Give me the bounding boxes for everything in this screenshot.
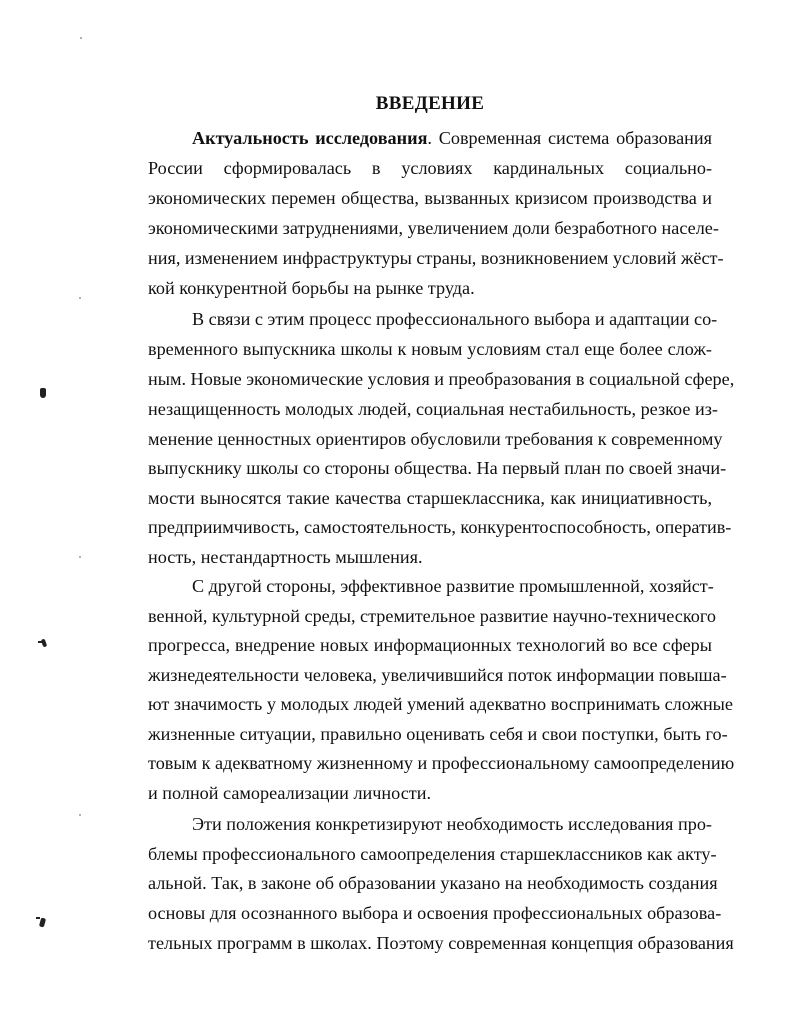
- paragraph-line: выпускнику школы со стороны общества. На первый план по своей значи-: [148, 458, 727, 478]
- paragraph-line: жизнедеятельности человека, увеличившийся поток информации повыша-: [148, 665, 727, 685]
- scan-speck: [79, 814, 81, 816]
- paragraph-line: незащищенность молодых людей, социальная нестабильность, резкое из-: [148, 399, 718, 419]
- scan-speck: [39, 918, 46, 928]
- paragraph-line: товым к адекватному жизненному и профессиональному самоопределению: [148, 753, 735, 773]
- scan-speck: [38, 641, 42, 643]
- paragraph-line: ным. Новые экономические условия и преобразования в социальной сфере,: [148, 369, 735, 389]
- bold-lead: Актуальность исследования: [192, 128, 428, 148]
- paragraph-line: блемы профессионального самоопределения старшеклассников как акту-: [148, 844, 717, 864]
- scan-speck: [79, 297, 81, 299]
- paragraph-line: экономическими затруднениями, увеличением доли безработного населе-: [148, 218, 719, 238]
- scan-speck: [40, 388, 46, 398]
- paragraph-line: С другой стороны, эффективное развитие промышленной, хозяйст-: [192, 576, 714, 596]
- paragraph-line: прогресса, внедрение новых информационных технологий во все сферы: [148, 635, 712, 655]
- scan-speck: [79, 556, 81, 558]
- paragraph-line: менение ценностных ориентиров обусловили требования к современному: [148, 429, 723, 449]
- paragraph-line: и полной самореализации личности.: [148, 783, 431, 803]
- page-heading: ВВЕДЕНИЕ: [375, 93, 485, 114]
- paragraph-line: тельных программ в школах. Поэтому современная концепция образования: [148, 933, 734, 953]
- paragraph-line: венной, культурной среды, стремительное развитие научно-технического: [148, 606, 716, 626]
- paragraph-line: экономических перемен общества, вызванных кризисом производства и: [148, 188, 712, 208]
- paragraph-line: основы для осознанного выбора и освоения профессиональных образова-: [148, 903, 722, 923]
- paragraph-line: ность, нестандартность мышления.: [148, 547, 423, 567]
- paragraph-line: ют значимость у молодых людей умений адекватно воспринимать сложные: [148, 694, 733, 714]
- paragraph-line: предприимчивость, самостоятельность, конкурентоспособность, оператив-: [148, 517, 732, 537]
- paragraph-line: кой конкурентной борьбы на рынке труда.: [148, 278, 475, 298]
- paragraph-line: временного выпускника школы к новым условиям стал еще более слож-: [148, 339, 712, 359]
- scan-speck: [80, 37, 82, 39]
- paragraph-line: [192, 127, 712, 149]
- paragraph-line: России сформировалась в условиях кардинальных социально-: [148, 158, 712, 178]
- paragraph-line: жизненные ситуации, правильно оценивать себя и свои поступки, быть го-: [148, 724, 728, 744]
- scan-speck: [41, 639, 47, 648]
- scan-speck: [36, 917, 40, 919]
- paragraph-line: Эти положения конкретизируют необходимость исследования про-: [192, 814, 712, 834]
- paragraph-line: альной. Так, в законе об образовании указано на необходимость создания: [148, 873, 718, 893]
- paragraph-line: мости выносятся такие качества старшеклассника, как инициативность,: [148, 488, 712, 508]
- paragraph-line: ния, изменением инфраструктуры страны, возникновением условий жёст-: [148, 248, 724, 268]
- lead-rest: . Современная система образования: [427, 128, 712, 148]
- paragraph-line: В связи с этим процесс профессионального выбора и адаптации со-: [192, 309, 718, 329]
